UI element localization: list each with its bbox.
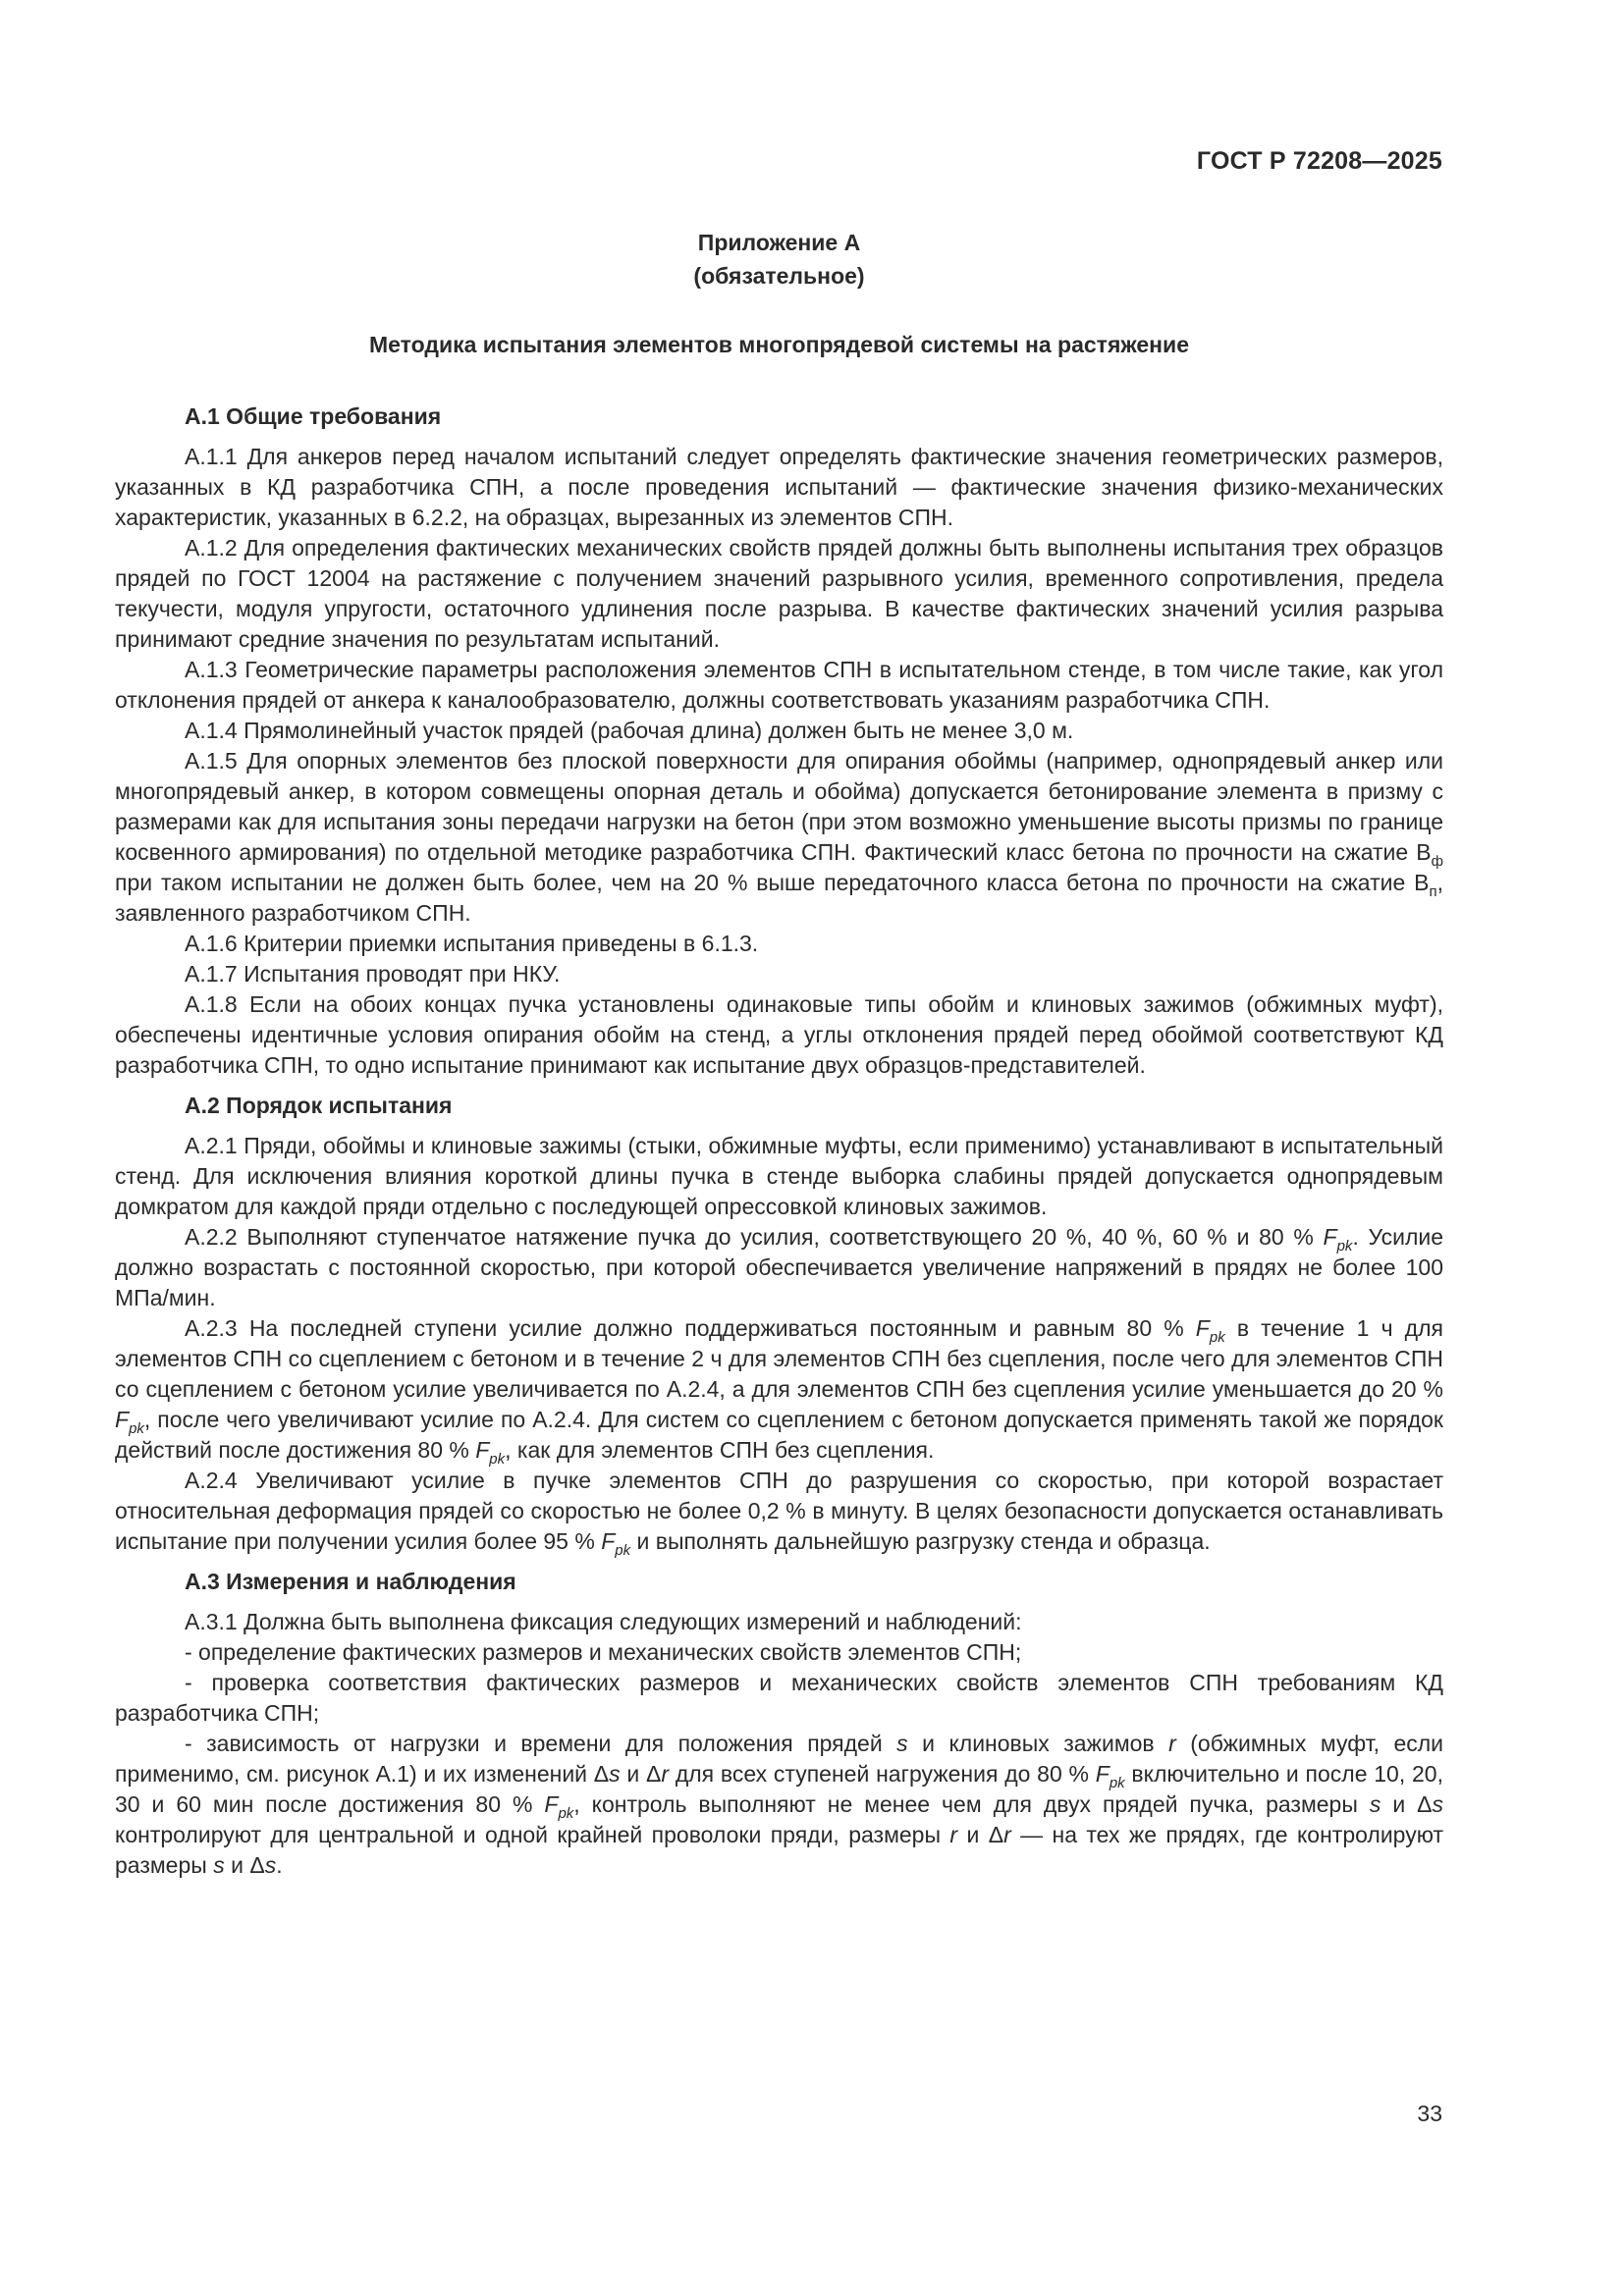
paragraph-a1-2: А.1.2 Для определения фактических механических свойств прядей должны быть выполнены испытания трех образцов прядей по ГОСТ 12004 на растяжение с получением значений разрывного усилия, временного сопротивления, предела текучести, модуля упругости, остаточного удлинения после разрыва. В качестве фактических значений усилия разрыва принимают средние значения по результатам испытаний. xyxy=(115,535,1443,652)
paragraph-a2-2: А.2.2 Выполняют ступенчатое натяжение пучка до усилия, соответствующего 20 %, 40 %, 60 % и 80 % $F_{pk}$. Усилие должно возрастать с постоянной скоростью, при которой обеспечивается увеличение напряжений в прядях не более 100 МПа/мин. xyxy=(115,1224,1443,1310)
page-header: ГОСТ Р 72208—2025 xyxy=(1196,147,1442,175)
paragraph-a1-8: А.1.8 Если на обоих концах пучка установлены одинаковые типы обойм и клиновых зажимов (обжимных муфт), обеспечены идентичные условия опирания обойм на стенд, а углы отклонения прядей перед обоймой соответствуют КД разработчика СПН, то одно испытание принимают как испытание двух образцов-представителей. xyxy=(115,991,1443,1078)
paragraph-a1-5: А.1.5 Для опорных элементов без плоской поверхности для опирания обоймы (например, однопрядевый анкер или многопрядевый анкер, в котором совмещены опорная деталь и обойма) допускается бетонирование элемента в призму с размерами как для испытания зоны передачи нагрузки на бетон (при этом возможно уменьшение высоты призмы по границе косвенного армирования) по отдельной методике разработчика СПН. Фактический класс бетона по прочности на сжатие $В_ф$ при таком испытании не должен быть более, чем на 20 % выше передаточного класса бетона по прочности на сжатие $В_п$, заявленного разработчиком СПН. xyxy=(115,748,1443,926)
paragraph-a2-3: А.2.3 На последней ступени усилие должно поддерживаться постоянным и равным 80 % $F_{pk}$ в течение 1 ч для элементов СПН со сцеплением с бетоном и в течение 2 ч для элементов СПН без сцепления, после чего для элементов СПН со сцеплением с бетоном усилие увеличивается по А.2.4, а для элементов СПН без сцепления усилие уменьшается до 20 % $F_{pk}$, после чего увеличивают усилие по А.2.4. Для систем со сцеплением с бетоном допускается применять такой же порядок действий после достижения 80 % $F_{pk}$, как для элементов СПН без сцепления. xyxy=(115,1315,1443,1468)
annex-label: Приложение А xyxy=(697,230,861,255)
list-item-a3-3: - зависимость от нагрузки и времени для положения прядей s и клиновых зажимов r (обжимных муфт, если применимо, см. рисунок А.1) и их изменений Δs и Δr для всех ступеней нагружения до 80 % $F_{pk}$ включительно и после 10, 20, 30 и 60 мин после достижения 80 % $F_{pk}$, контроль выполняют не менее чем для двух прядей пучка, размеры s и Δs контролируют для центральной и одной крайней проволоки пряди, размеры r и Δr — на тех же прядях, где контролируют размеры s и Δs. xyxy=(115,1731,1444,1878)
paragraph-a3-1: А.3.1 Должна быть выполнена фиксация следующих измерений и наблюдений: xyxy=(185,1609,1022,1634)
paragraph-a1-1: А.1.1 Для анкеров перед началом испытаний следует определять фактические значения геометрических размеров, указанных в КД разработчика СПН, а после проведения испытаний — фактические значения физико-механических характеристик, указанных в 6.2.2, на образцах, вырезанных из элементов СПН. xyxy=(115,444,1443,530)
paragraph-a2-1: А.2.1 Пряди, обоймы и клиновые зажимы (стыки, обжимные муфты, если применимо) устанавливают в испытательный стенд. Для исключения влияния короткой длины пучка в стенде выборка слабины прядей допускается однопрядевым домкратом для каждой пряди отдельно с последующей опрессовкой клиновых зажимов. xyxy=(115,1133,1443,1219)
paragraph-a1-3: А.1.3 Геометрические параметры расположения элементов СПН в испытательном стенде, в том числе такие, как угол отклонения прядей от анкера к каналообразователю, должны соответствовать указаниям разработчика СПН. xyxy=(115,657,1443,713)
page-number: 33 xyxy=(1417,2101,1442,2126)
list-item-a3-1: - определение фактических размеров и механических свойств элементов СПН; xyxy=(185,1639,1022,1665)
section-heading-a2: А.2 Порядок испытания xyxy=(185,1093,453,1118)
paragraph-a1-6: А.1.6 Критерии приемки испытания приведены в 6.1.3. xyxy=(185,931,759,956)
document-title: Методика испытания элементов многопрядевой системы на растяжение xyxy=(369,332,1189,357)
paragraph-a1-7: А.1.7 Испытания проводят при НКУ. xyxy=(185,961,561,987)
list-item-a3-2: - проверка соответствия фактических размеров и механических свойств элементов СПН требованиям КД разработчика СПН; xyxy=(115,1670,1443,1726)
section-heading-a3: А.3 Измерения и наблюдения xyxy=(185,1569,516,1594)
annex-status: (обязательное) xyxy=(693,263,865,289)
document-body xyxy=(115,226,1443,1881)
section-heading-a1: А.1 Общие требования xyxy=(185,403,442,429)
paragraph-a2-4: А.2.4 Увеличивают усилие в пучке элементов СПН до разрушения со скоростью, при которой возрастает относительная деформация прядей со скоростью не более 0,2 % в минуту. В целях безопасности допускается останавливать испытание при получении усилия более 95 % $F_{pk}$ и выполнять дальнейшую разгрузку стенда и образца. xyxy=(115,1468,1443,1559)
paragraph-a1-4: А.1.4 Прямолинейный участок прядей (рабочая длина) должен быть не менее 3,0 м. xyxy=(185,718,1074,743)
